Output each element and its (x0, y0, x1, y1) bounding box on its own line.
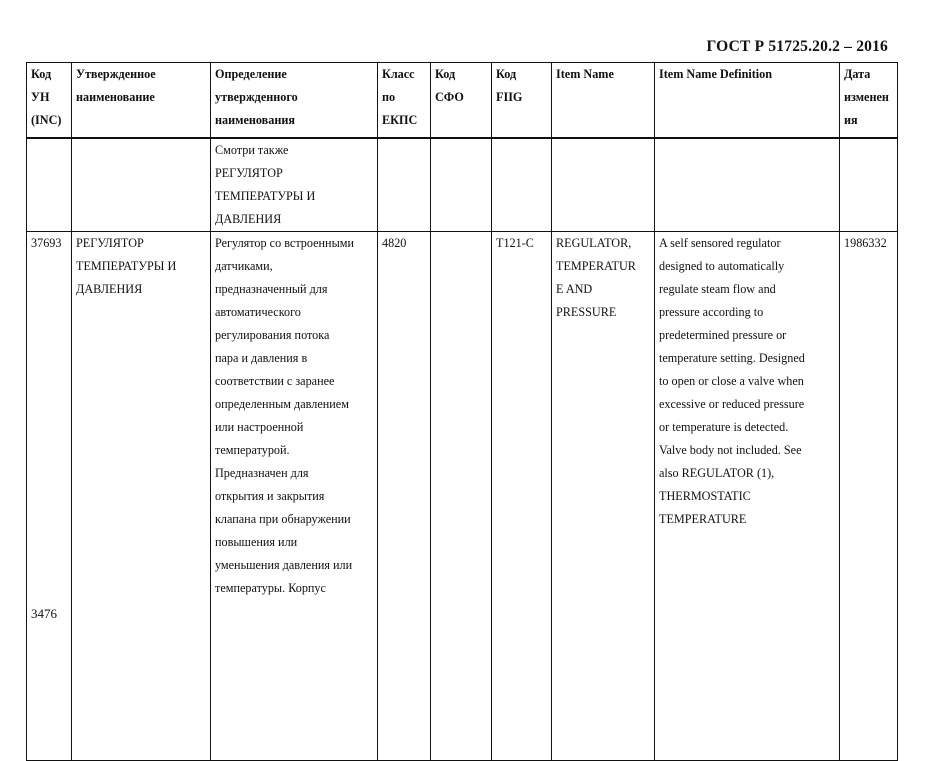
cell-fiig-code-text: T121-C (496, 236, 534, 250)
cell-approved-name-text: РЕГУЛЯТОР ТЕМПЕРАТУРЫ И ДАВЛЕНИЯ (76, 236, 177, 296)
col-header-fiig-code: Код FIIG (492, 63, 552, 139)
cell-item-name-definition (655, 138, 840, 232)
cell-inc (27, 138, 72, 232)
table-row (27, 138, 898, 232)
col-header-approved-name: Утвержденное наименование (72, 63, 211, 139)
cell-item-name-definition-text: A self sensored regulator designed to automatically regulate steam flow and pressure according to predetermined pressure or temperature setting. Designed to open or close a valve when excessive or reduced pressure or temperature is detected. Valve body not included. See also REGULATOR (1), THERMOSTATIC TEMPERATURE (659, 236, 805, 526)
col-header-change-date: Дата изменен ия (840, 63, 898, 139)
cell-sfo-code-text (435, 232, 487, 760)
cell-item-name (552, 232, 655, 761)
cell-definition: Смотри также РЕГУЛЯТОР ТЕМПЕРАТУРЫ И ДАВЛЕНИЯ (211, 138, 378, 232)
cell-change-date (840, 232, 898, 761)
col-header-sfo-code: Код СФО (431, 63, 492, 139)
cell-ekps-class-text: 4820 (382, 236, 407, 250)
page-number: 3476 (31, 606, 57, 621)
col-header-inc: Код УН (INC) (27, 63, 72, 139)
table-row (27, 232, 898, 761)
nomenclature-table (26, 62, 898, 761)
cell-ekps-class (378, 232, 431, 761)
cell-item-name-definition (655, 232, 840, 761)
standard-designation: ГОСТ Р 51725.20.2 – 2016 (706, 38, 888, 55)
cell-change-date-text: 1986332 (844, 236, 887, 250)
cell-sfo-code (431, 138, 492, 232)
table-header-row (27, 63, 898, 139)
cell-item-name (552, 138, 655, 232)
cell-inc-text: 37693 (31, 236, 62, 250)
col-header-definition: Определение утвержденного наименования (211, 63, 378, 139)
cell-approved-name (72, 232, 211, 761)
col-header-item-name-definition: Item Name Definition (655, 63, 840, 139)
col-header-item-name: Item Name (552, 63, 655, 139)
cell-fiig-code (492, 232, 552, 761)
col-header-ekps-class: Класс по ЕКПС (378, 63, 431, 139)
cell-inc (27, 232, 72, 761)
cell-ekps-class (378, 138, 431, 232)
cell-approved-name (72, 138, 211, 232)
cell-definition (211, 232, 378, 761)
cell-change-date (840, 138, 898, 232)
cell-sfo-code (431, 232, 492, 761)
cell-fiig-code (492, 138, 552, 232)
cell-item-name-text: REGULATOR, TEMPERATUR E AND PRESSURE (556, 236, 636, 319)
cell-definition-text: Регулятор со встроенными датчиками, предназначенный для автоматического регулирования потока пара и давления в соответствии с заранее определенным давлением или настроенной температурой. Предназначен для открытия и закрытия клапана при обнаружении повышения или уменьшения давления или температуры. Корпус (215, 236, 355, 595)
